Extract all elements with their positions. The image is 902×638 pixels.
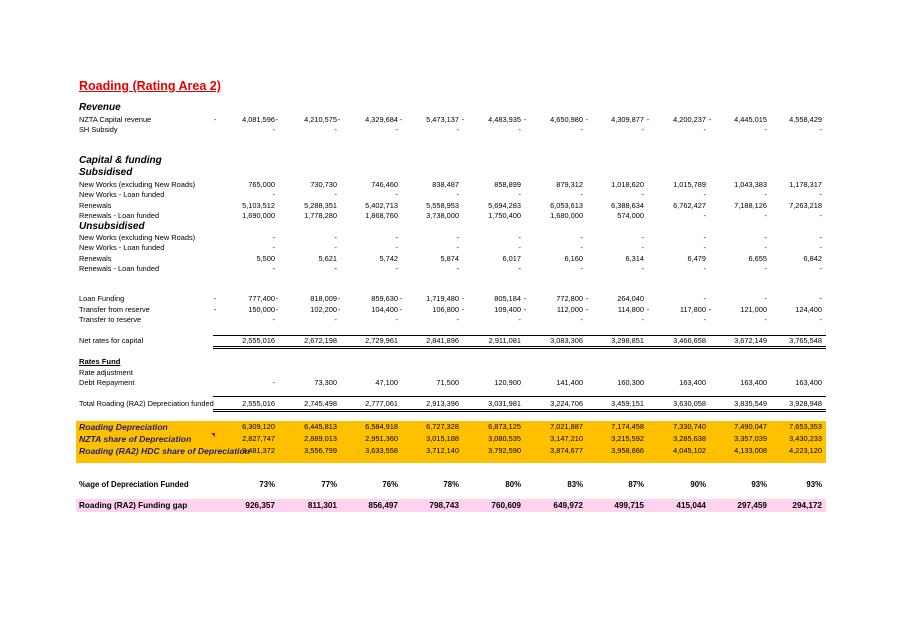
value-cell: 2,889,013	[304, 434, 337, 443]
value-cell: -	[764, 211, 767, 220]
value-cell: 2,951,360	[365, 434, 398, 443]
row-net-rates	[76, 336, 826, 346]
row-label: Net rates for capital	[79, 336, 144, 345]
value-cell: 78%	[443, 480, 459, 489]
row-label: Transfer from reserve	[79, 305, 150, 314]
row-u-renewals-loan	[76, 264, 826, 274]
row-nzta-capital	[76, 115, 826, 125]
negative-marker: -	[213, 294, 217, 303]
value-cell: -	[819, 315, 822, 324]
value-cell: 4,650,980	[550, 115, 583, 124]
value-cell: 5,874	[440, 254, 459, 263]
value-cell: 3,147,210	[550, 434, 583, 443]
value-cell: -	[334, 233, 337, 242]
value-cell: 93%	[806, 480, 822, 489]
value-cell: 264,040	[617, 294, 644, 303]
row-label: New Works (excluding New Roads)	[79, 180, 196, 189]
value-cell: 4,223,120	[789, 446, 822, 455]
value-cell: -	[819, 264, 822, 273]
value-cell: 71,500	[436, 378, 459, 387]
negative-marker: -	[523, 294, 527, 303]
value-cell: 4,329,684	[365, 115, 398, 124]
value-cell: -	[334, 243, 337, 252]
row-transfer-to	[76, 315, 826, 325]
row-label: %age of Depreciation Funded	[79, 480, 189, 489]
value-cell: -	[395, 125, 398, 134]
value-cell: -	[641, 264, 644, 273]
value-cell: 2,827,747	[242, 434, 275, 443]
row-debt-repayment	[76, 378, 826, 388]
value-cell: 124,400	[795, 305, 822, 314]
value-cell: 4,045,102	[673, 446, 706, 455]
value-cell: -	[456, 264, 459, 273]
value-cell: 294,172	[792, 501, 822, 510]
value-cell: 163,400	[795, 378, 822, 387]
negative-marker: -	[275, 305, 279, 314]
row-label: Roading (RA2) Funding gap	[79, 501, 188, 510]
value-cell: 77%	[321, 480, 337, 489]
value-cell: 3,633,558	[365, 446, 398, 455]
value-cell: -	[334, 125, 337, 134]
value-cell: 574,000	[617, 211, 644, 220]
value-cell: 7,330,740	[673, 422, 706, 431]
value-cell: 109,400	[494, 305, 521, 314]
rule-below-total-dep-2	[213, 411, 826, 412]
value-cell: 7,021,887	[550, 422, 583, 431]
value-cell: -	[334, 315, 337, 324]
row-label: New Works - Loan funded	[79, 190, 165, 199]
value-cell: -	[456, 315, 459, 324]
negative-marker: -	[337, 305, 341, 314]
row-label: Rate adjustment	[79, 368, 133, 377]
value-cell: -	[456, 125, 459, 134]
negative-marker: -	[213, 115, 217, 124]
row-label: Renewals	[79, 201, 112, 210]
value-cell: 3,835,549	[734, 399, 767, 408]
value-cell: 73%	[259, 480, 275, 489]
section-capital-funding: Capital & funding	[79, 155, 162, 166]
value-cell: -	[819, 211, 822, 220]
row-label: NZTA Capital revenue	[79, 115, 152, 124]
section-rates-fund: Rates Fund	[79, 357, 121, 366]
sheet-title: Roading (Rating Area 2)	[79, 79, 221, 93]
section-unsubsidised: Unsubsidised	[79, 221, 145, 232]
value-cell: -	[395, 233, 398, 242]
value-cell: -	[764, 294, 767, 303]
value-cell: 141,400	[556, 378, 583, 387]
row-u-renewals	[76, 254, 826, 264]
value-cell: -	[272, 264, 275, 273]
negative-marker: -	[585, 294, 589, 303]
value-cell: 3,556,799	[304, 446, 337, 455]
value-cell: -	[456, 243, 459, 252]
value-cell: -	[272, 315, 275, 324]
value-cell: -	[819, 190, 822, 199]
value-cell: 6,873,125	[488, 422, 521, 431]
row-label: New Works (excluding New Roads)	[79, 233, 196, 242]
value-cell: 104,400	[371, 305, 398, 314]
value-cell: 5,473,137	[426, 115, 459, 124]
value-cell: 415,044	[676, 501, 706, 510]
value-cell: -	[703, 190, 706, 199]
value-cell: -	[272, 190, 275, 199]
value-cell: 2,745,498	[304, 399, 337, 408]
value-cell: -	[580, 233, 583, 242]
value-cell: 6,655	[748, 254, 767, 263]
section-subsidised: Subsidised	[79, 167, 133, 178]
value-cell: 5,500	[256, 254, 275, 263]
value-cell: 3,630,058	[673, 399, 706, 408]
value-cell: 3,215,592	[611, 434, 644, 443]
value-cell: 6,584,918	[365, 422, 398, 431]
value-cell: 3,357,039	[734, 434, 767, 443]
row-s-new-works-loan	[76, 190, 826, 200]
value-cell: -	[641, 233, 644, 242]
value-cell: 106,800	[432, 305, 459, 314]
value-cell: 746,460	[371, 180, 398, 189]
value-cell: 760,609	[491, 501, 521, 510]
value-cell: 3,466,658	[673, 336, 706, 345]
value-cell: 3,765,548	[789, 336, 822, 345]
value-cell: 772,800	[556, 294, 583, 303]
row-rate-adjustment	[76, 368, 826, 378]
value-cell: 2,911,081	[488, 336, 521, 345]
value-cell: 6,388,634	[611, 201, 644, 210]
value-cell: -	[819, 233, 822, 242]
negative-marker: -	[399, 294, 403, 303]
row-s-new-works	[76, 180, 826, 190]
rule-above-total-dep	[213, 396, 826, 397]
value-cell: -	[764, 315, 767, 324]
negative-marker: -	[213, 305, 217, 314]
negative-marker: -	[275, 115, 279, 124]
rule-below-net-rates-2	[213, 348, 826, 349]
value-cell: 7,188,126	[734, 201, 767, 210]
row-u-new-works-loan	[76, 243, 826, 253]
value-cell: 7,490,047	[734, 422, 767, 431]
value-cell: 90%	[690, 480, 706, 489]
value-cell: 499,715	[614, 501, 644, 510]
row-total-dep-funded	[76, 399, 826, 409]
value-cell: 6,842	[803, 254, 822, 263]
value-cell: 1,778,280	[304, 211, 337, 220]
value-cell: 879,312	[556, 180, 583, 189]
value-cell: 5,621	[318, 254, 337, 263]
row-hdc-share	[76, 445, 826, 457]
value-cell: 818,009	[310, 294, 337, 303]
value-cell: -	[819, 243, 822, 252]
value-cell: 858,899	[494, 180, 521, 189]
value-cell: 163,400	[679, 378, 706, 387]
section-revenue: Revenue	[79, 102, 121, 113]
value-cell: 859,630	[371, 294, 398, 303]
value-cell: 73,300	[314, 378, 337, 387]
value-cell: 80%	[505, 480, 521, 489]
value-cell: 83%	[567, 480, 583, 489]
value-cell: 3,459,151	[611, 399, 644, 408]
value-cell: 6,762,427	[673, 201, 706, 210]
value-cell: 120,900	[494, 378, 521, 387]
value-cell: -	[703, 315, 706, 324]
value-cell: 3,285,638	[673, 434, 706, 443]
row-nzta-share	[76, 433, 826, 445]
value-cell: 3,738,000	[426, 211, 459, 220]
value-cell: -	[395, 243, 398, 252]
row-label: Loan Funding	[79, 294, 125, 303]
value-cell: 6,017	[502, 254, 521, 263]
negative-marker: -	[275, 294, 279, 303]
value-cell: 3,015,188	[426, 434, 459, 443]
value-cell: -	[703, 264, 706, 273]
row-label: New Works - Loan funded	[79, 243, 165, 252]
value-cell: 150,000	[248, 305, 275, 314]
value-cell: 2,841,896	[426, 336, 459, 345]
negative-marker: -	[461, 305, 465, 314]
value-cell: 1,719,480	[426, 294, 459, 303]
value-cell: 93%	[751, 480, 767, 489]
value-cell: 2,913,396	[426, 399, 459, 408]
value-cell: -	[395, 190, 398, 199]
value-cell: 5,103,512	[242, 201, 275, 210]
row-sh-subsidy	[76, 125, 826, 135]
row-label: Renewals	[79, 254, 112, 263]
value-cell: 5,288,351	[304, 201, 337, 210]
value-cell: -	[456, 190, 459, 199]
rule-below-total-dep-1	[213, 409, 826, 410]
value-cell: 798,743	[429, 501, 459, 510]
value-cell: 47,100	[375, 378, 398, 387]
value-cell: 6,160	[564, 254, 583, 263]
negative-marker: -	[585, 305, 589, 314]
value-cell: 3,083,306	[550, 336, 583, 345]
value-cell: 4,483,935	[488, 115, 521, 124]
value-cell: 7,653,353	[789, 422, 822, 431]
value-cell: 4,445,015	[734, 115, 767, 124]
row-funding-gap	[76, 499, 826, 512]
value-cell: -	[641, 315, 644, 324]
value-cell: 3,928,948	[789, 399, 822, 408]
value-cell: 5,742	[379, 254, 398, 263]
value-cell: 5,402,713	[365, 201, 398, 210]
value-cell: 114,800	[617, 305, 644, 314]
value-cell: 1,690,000	[242, 211, 275, 220]
value-cell: 121,000	[740, 305, 767, 314]
value-cell: -	[641, 125, 644, 134]
negative-marker: -	[461, 294, 465, 303]
negative-marker: -	[523, 305, 527, 314]
row-label: Roading (RA2) HDC share of Depreciation	[79, 446, 250, 456]
negative-marker: -	[585, 115, 589, 124]
negative-marker: -	[337, 115, 341, 124]
negative-marker: -	[399, 115, 403, 124]
value-cell: -	[641, 190, 644, 199]
value-cell: 102,200	[310, 305, 337, 314]
value-cell: -	[518, 125, 521, 134]
value-cell: 3,430,233	[789, 434, 822, 443]
value-cell: -	[703, 233, 706, 242]
value-cell: 2,672,198	[304, 336, 337, 345]
value-cell: -	[395, 315, 398, 324]
value-cell: 2,777,061	[365, 399, 398, 408]
value-cell: 1,015,789	[673, 180, 706, 189]
value-cell: -	[334, 190, 337, 199]
value-cell: -	[334, 264, 337, 273]
value-cell: 6,727,328	[426, 422, 459, 431]
value-cell: 1,043,383	[734, 180, 767, 189]
negative-marker: -	[337, 294, 341, 303]
value-cell: -	[703, 243, 706, 252]
negative-marker: -	[708, 305, 712, 314]
negative-marker: -	[646, 305, 650, 314]
value-cell: -	[518, 190, 521, 199]
value-cell: 2,555,016	[242, 336, 275, 345]
value-cell: -	[703, 125, 706, 134]
value-cell: -	[764, 125, 767, 134]
row-label: NZTA share of Depreciation	[79, 434, 192, 444]
value-cell: -	[641, 243, 644, 252]
value-cell: 117,800	[679, 305, 706, 314]
row-s-renewals-loan	[76, 211, 826, 221]
value-cell: -	[764, 190, 767, 199]
value-cell: 926,357	[245, 501, 275, 510]
value-cell: -	[518, 243, 521, 252]
value-cell: 160,300	[617, 378, 644, 387]
value-cell: -	[580, 190, 583, 199]
value-cell: -	[580, 315, 583, 324]
value-cell: 3,792,590	[488, 446, 521, 455]
value-cell: 2,729,961	[365, 336, 398, 345]
row-label: SH Subsidy	[79, 125, 118, 134]
value-cell: 3,874,677	[550, 446, 583, 455]
value-cell: -	[272, 125, 275, 134]
value-cell: -	[764, 233, 767, 242]
row-label: Roading Depreciation	[79, 422, 168, 432]
value-cell: 3,712,140	[426, 446, 459, 455]
row-pct-funded	[76, 480, 826, 490]
negative-marker: -	[399, 305, 403, 314]
row-u-new-works	[76, 233, 826, 243]
value-cell: 6,479	[687, 254, 706, 263]
row-label: Renewals - Loan funded	[79, 264, 160, 273]
value-cell: 87%	[628, 480, 644, 489]
value-cell: 1,680,000	[550, 211, 583, 220]
value-cell: 3,481,372	[242, 446, 275, 455]
value-cell: -	[272, 378, 275, 387]
row-label: Transfer to reserve	[79, 315, 142, 324]
value-cell: 730,730	[310, 180, 337, 189]
value-cell: 4,210,575	[304, 115, 337, 124]
value-cell: 3,080,535	[488, 434, 521, 443]
value-cell: 4,200,237	[673, 115, 706, 124]
value-cell: 838,487	[432, 180, 459, 189]
value-cell: -	[272, 243, 275, 252]
row-loan-funding	[76, 294, 826, 304]
value-cell: 3,672,149	[734, 336, 767, 345]
row-transfer-from	[76, 305, 826, 315]
row-label: Debt Repayment	[79, 378, 135, 387]
value-cell: -	[819, 125, 822, 134]
value-cell: 4,133,008	[734, 446, 767, 455]
value-cell: 811,301	[307, 501, 337, 510]
value-cell: -	[764, 243, 767, 252]
rule-below-net-rates-1	[213, 346, 826, 347]
value-cell: -	[456, 233, 459, 242]
value-cell: 4,558,429	[789, 115, 822, 124]
value-cell: 6,314	[625, 254, 644, 263]
row-label: Renewals - Loan funded	[79, 211, 160, 220]
value-cell: 1,178,317	[789, 180, 822, 189]
value-cell: 4,309,877	[611, 115, 644, 124]
value-cell: 4,081,596	[242, 115, 275, 124]
value-cell: 6,309,120	[242, 422, 275, 431]
row-label: Total Roading (RA2) Depreciation funded	[79, 399, 214, 408]
value-cell: 3,298,851	[611, 336, 644, 345]
value-cell: -	[819, 294, 822, 303]
value-cell: 856,497	[368, 501, 398, 510]
value-cell: 777,400	[248, 294, 275, 303]
value-cell: 3,224,706	[550, 399, 583, 408]
negative-marker: -	[461, 115, 465, 124]
value-cell: 297,459	[737, 501, 767, 510]
negative-marker: -	[708, 115, 712, 124]
value-cell: -	[272, 233, 275, 242]
value-cell: -	[764, 264, 767, 273]
value-cell: 5,558,953	[426, 201, 459, 210]
value-cell: 3,958,866	[611, 446, 644, 455]
value-cell: 5,694,283	[488, 201, 521, 210]
value-cell: -	[703, 294, 706, 303]
value-cell: 7,263,218	[789, 201, 822, 210]
value-cell: 649,972	[553, 501, 583, 510]
value-cell: 6,053,613	[550, 201, 583, 210]
value-cell: -	[580, 125, 583, 134]
negative-marker: -	[523, 115, 527, 124]
value-cell: 6,445,813	[304, 422, 337, 431]
value-cell: 112,000	[556, 305, 583, 314]
value-cell: 765,000	[248, 180, 275, 189]
value-cell: 805,184	[494, 294, 521, 303]
negative-marker: -	[646, 115, 650, 124]
value-cell: -	[395, 264, 398, 273]
row-roading-dep	[76, 421, 826, 433]
value-cell: -	[703, 211, 706, 220]
value-cell: -	[518, 315, 521, 324]
value-cell: 163,400	[740, 378, 767, 387]
value-cell: -	[580, 264, 583, 273]
value-cell: 1,868,760	[365, 211, 398, 220]
value-cell: 1,018,620	[611, 180, 644, 189]
row-s-renewals	[76, 201, 826, 211]
value-cell: -	[518, 233, 521, 242]
value-cell: 3,031,981	[488, 399, 521, 408]
value-cell: 7,174,458	[611, 422, 644, 431]
value-cell: 1,750,400	[488, 211, 521, 220]
value-cell: 2,555,016	[242, 399, 275, 408]
value-cell: -	[580, 243, 583, 252]
value-cell: 76%	[382, 480, 398, 489]
value-cell: -	[518, 264, 521, 273]
